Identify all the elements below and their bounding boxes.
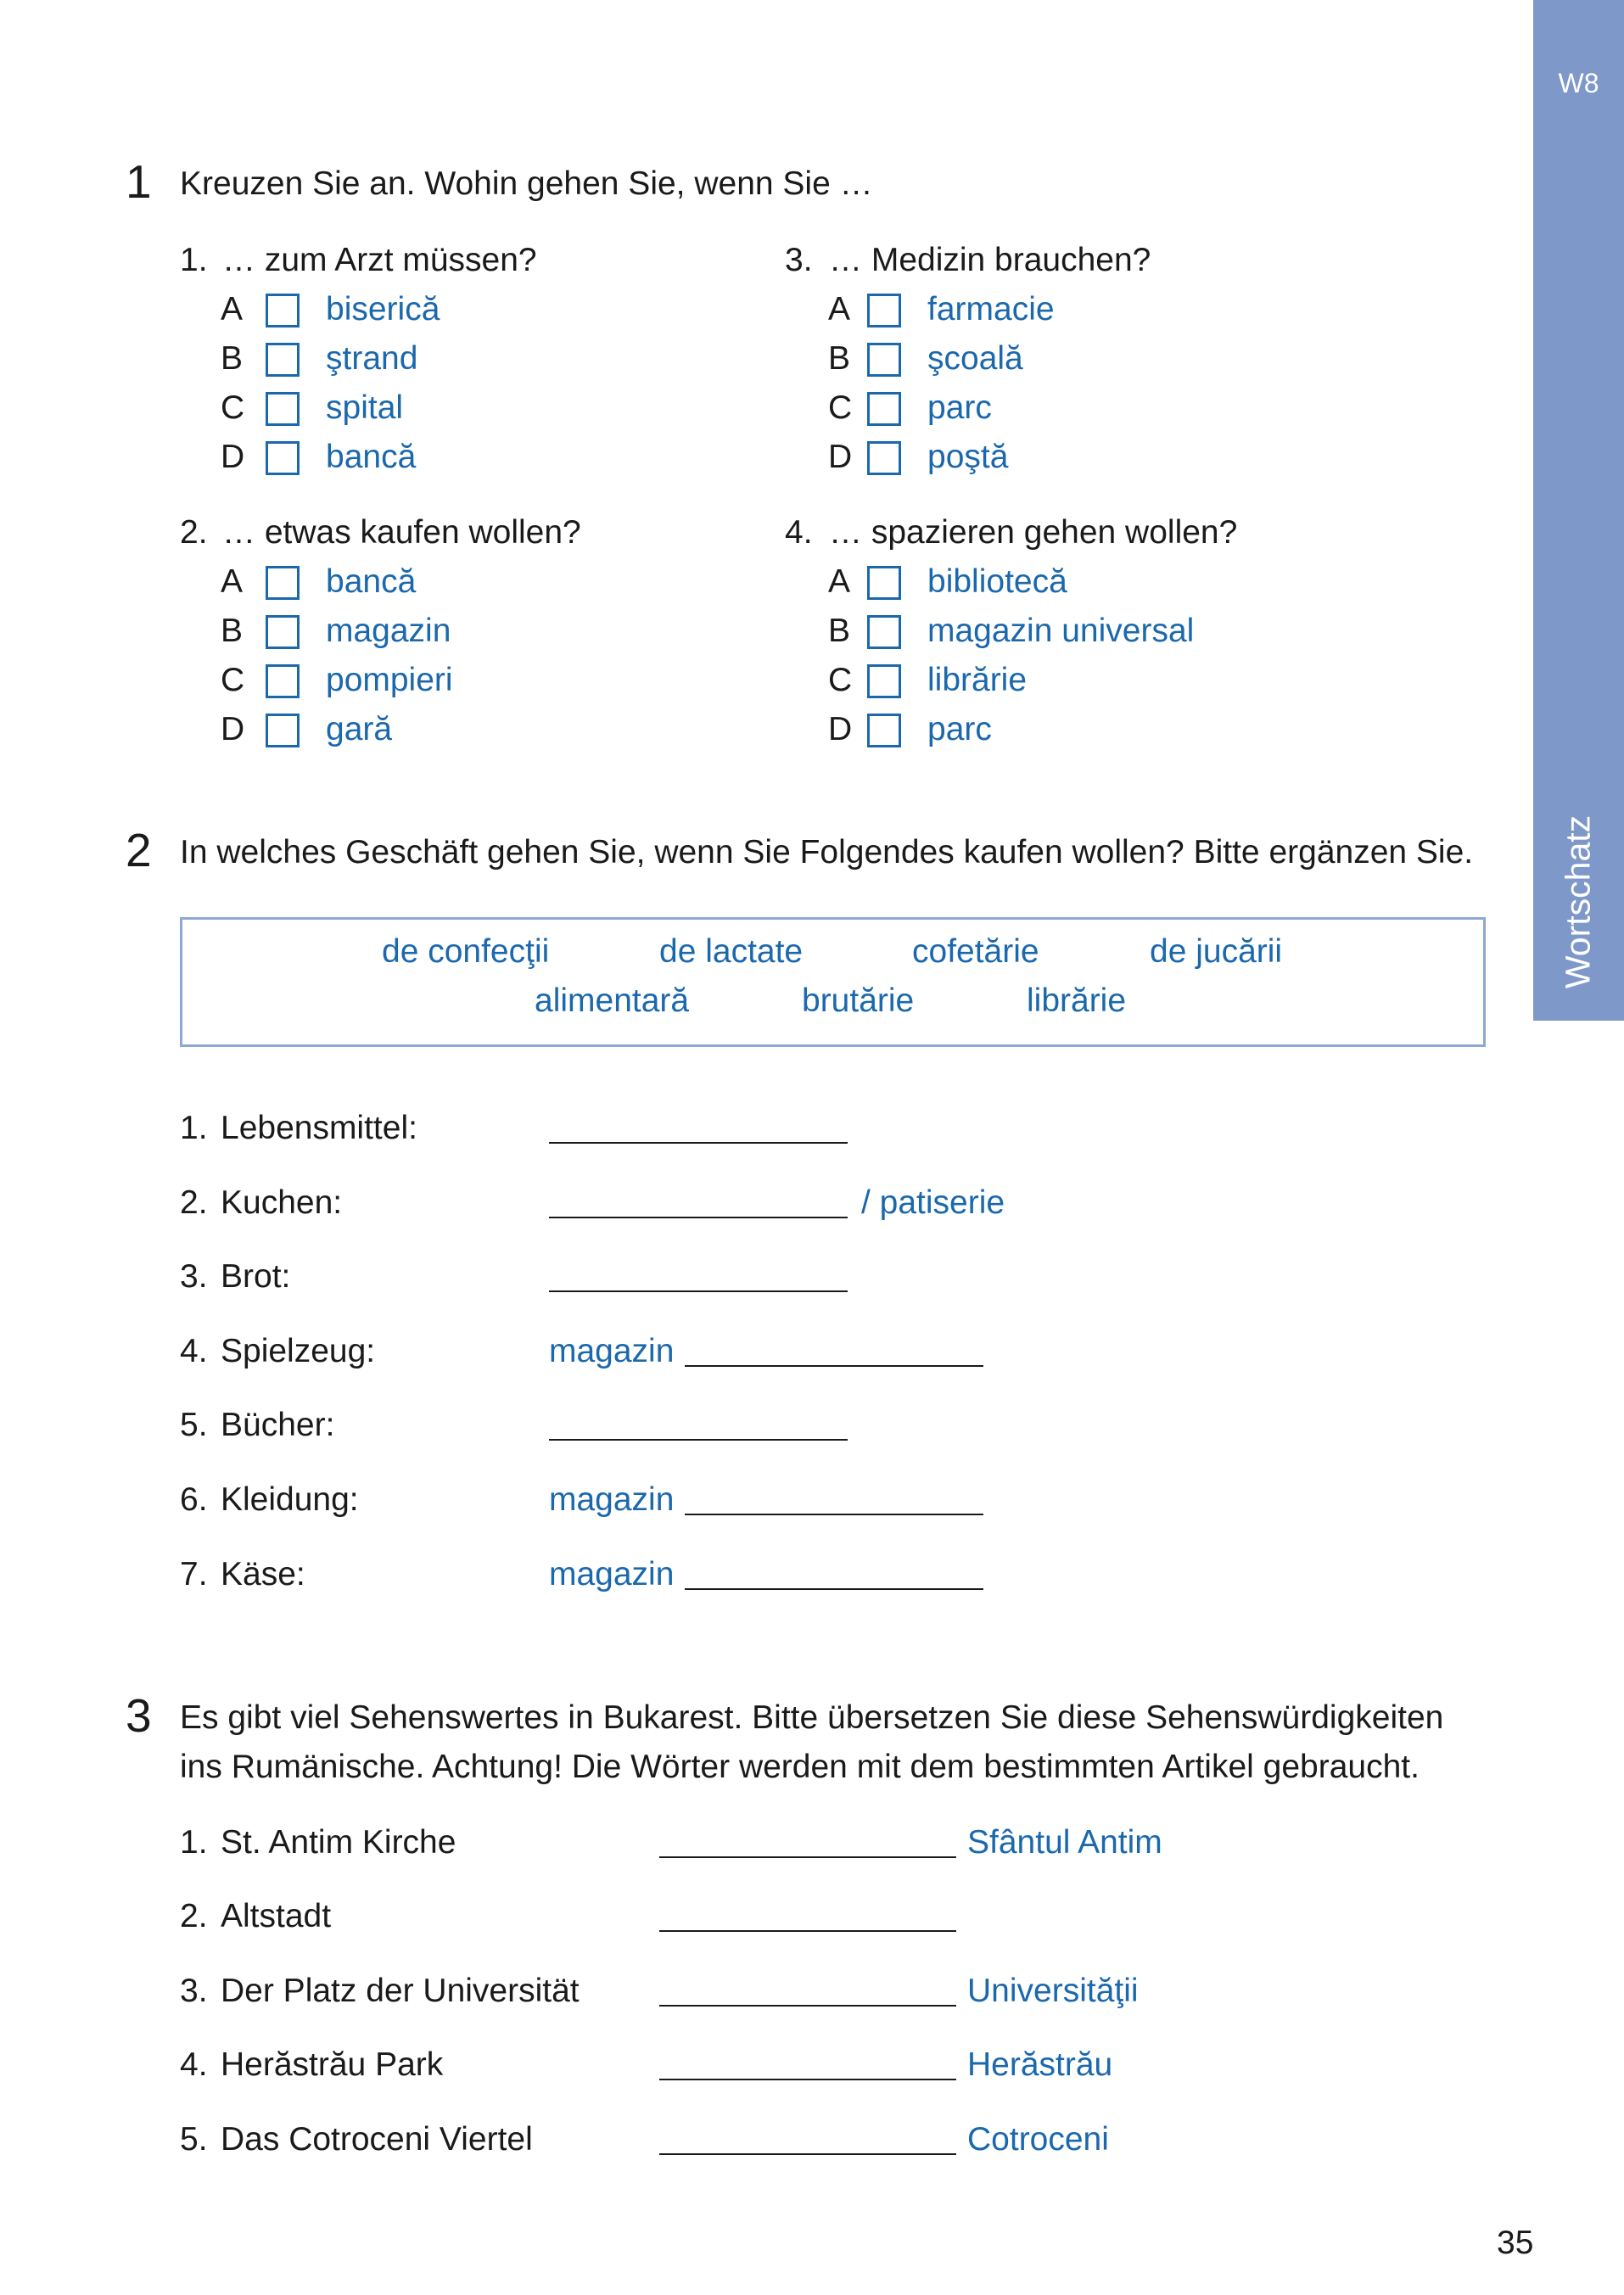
option-letter: C [221,662,245,698]
option-text: parc [927,389,992,426]
item-number: 2. [180,1184,208,1221]
answer-checkbox[interactable] [266,441,300,475]
answer-line[interactable] [685,1365,983,1367]
option-text: librărie [927,662,1028,698]
given-hint: Sfântul Antim [967,1824,1162,1861]
word-bank-item: librărie [1027,982,1127,1019]
question-number: 3. [785,242,813,278]
option-letter: A [828,563,851,600]
answer-checkbox[interactable] [266,392,300,426]
exercise-2-number: 2 [126,824,152,876]
answer-checkbox[interactable] [867,664,901,698]
option-text: bancă [326,439,417,475]
answer-checkbox[interactable] [266,566,300,600]
exercise-1-instruction: Kreuzen Sie an. Wohin gehen Sie, wenn Sie … [180,165,873,202]
word-bank-item: de jucării [1150,933,1283,970]
exercise-2-instruction: In welches Geschäft gehen Sie, wenn Sie Folgendes kaufen wollen? Bitte ergänzen Sie. [180,834,1474,870]
question-text: … etwas kaufen wollen? [222,514,581,551]
item-number: 3. [180,1973,208,2009]
question-text: … spazieren gehen wollen? [829,514,1238,551]
option-letter: C [828,389,853,426]
item-number: 2. [180,1898,208,1934]
option-text: gară [326,711,393,747]
answer-checkbox[interactable] [867,714,901,747]
item-label: Altstadt [221,1898,332,1934]
answer-line[interactable] [659,2005,956,2007]
answer-line[interactable] [685,1514,983,1515]
answer-line[interactable] [549,1217,848,1218]
answer-checkbox[interactable] [867,615,901,649]
option-letter: A [221,563,244,600]
word-bank-item: alimentară [535,982,690,1019]
option-letter: C [828,662,853,698]
answer-line[interactable] [549,1142,848,1144]
item-number: 5. [180,2121,208,2158]
answer-line[interactable] [549,1439,848,1441]
item-label: St. Antim Kirche [221,1824,456,1861]
option-text: pompieri [326,662,453,698]
given-prefix: magazin [549,1333,675,1369]
option-letter: D [828,439,853,475]
answer-checkbox[interactable] [867,392,901,426]
answer-line[interactable] [659,1856,956,1858]
option-text: biserică [326,291,440,327]
option-letter: D [221,439,245,475]
option-letter: D [828,711,853,747]
item-label: Herăstrău Park [221,2046,444,2083]
item-number: 1. [180,1110,208,1146]
option-text: poştă [927,439,1009,475]
item-label: Kuchen: [221,1184,343,1221]
given-hint: / patiserie [861,1184,1005,1221]
answer-checkbox[interactable] [266,615,300,649]
option-letter: B [221,613,244,649]
item-number: 4. [180,2046,208,2083]
option-text: şcoală [927,340,1023,377]
word-bank-item: brutărie [802,982,915,1019]
answer-line[interactable] [659,2079,956,2080]
exercise-3-number: 3 [126,1689,152,1742]
exercise-1-number: 1 [126,155,152,208]
answer-checkbox[interactable] [266,343,300,377]
item-number: 5. [180,1407,208,1443]
option-text: bibliotecă [927,563,1067,600]
section-label: Wortschatz [1558,814,1598,989]
option-text: magazin universal [927,613,1195,649]
answer-checkbox[interactable] [266,714,300,747]
item-number: 7. [180,1556,208,1593]
given-hint: Cotroceni [967,2121,1109,2158]
given-hint: Universităţii [967,1973,1139,2009]
question-number: 1. [180,242,208,278]
item-number: 3. [180,1258,208,1295]
item-label: Käse: [221,1556,305,1593]
option-text: parc [927,711,992,747]
answer-line[interactable] [659,2153,956,2155]
option-text: spital [326,389,404,426]
exercise-3-instruction: Es gibt viel Sehenswertes in Bukarest. Bitte übersetzen Sie diese Sehenswürdigkeiten [180,1699,1444,1736]
option-text: ştrand [326,340,418,377]
word-bank-item: cofetărie [912,933,1039,970]
item-label: Der Platz der Universität [221,1973,580,2009]
item-label: Bücher: [221,1407,335,1443]
question-text: … zum Arzt müssen? [222,242,537,278]
given-hint: Herăstrău [967,2046,1113,2083]
option-text: bancă [326,563,417,600]
option-letter: B [221,340,244,377]
option-letter: B [828,613,851,649]
item-number: 6. [180,1481,208,1518]
option-letter: A [221,291,244,327]
item-label: Das Cotroceni Viertel [221,2121,533,2158]
word-bank-item: de confecţii [382,933,550,970]
option-text: magazin [326,613,451,649]
item-number: 4. [180,1333,208,1369]
answer-checkbox[interactable] [867,343,901,377]
question-text: … Medizin brauchen? [829,242,1151,278]
answer-line[interactable] [549,1290,848,1292]
option-letter: B [828,340,851,377]
answer-checkbox[interactable] [867,566,901,600]
answer-checkbox[interactable] [867,294,901,327]
item-label: Spielzeug: [221,1333,376,1369]
answer-line[interactable] [659,1930,956,1932]
given-prefix: magazin [549,1556,675,1593]
option-text: farmacie [927,291,1055,327]
page-number: 35 [1497,2225,1534,2261]
item-label: Lebensmittel: [221,1110,417,1146]
word-bank-item: de lactate [659,933,804,970]
answer-line[interactable] [685,1588,983,1590]
section-code: W8 [1558,68,1599,98]
item-number: 1. [180,1824,208,1861]
item-label: Kleidung: [221,1481,359,1518]
question-number: 4. [785,514,813,551]
question-number: 2. [180,514,208,551]
given-prefix: magazin [549,1481,675,1518]
answer-checkbox[interactable] [867,441,901,475]
option-letter: A [828,291,851,327]
exercise-3-instruction: ins Rumänische. Achtung! Die Wörter werden mit dem bestimmten Artikel gebraucht. [180,1749,1420,1785]
option-letter: C [221,389,245,426]
item-label: Brot: [221,1258,291,1295]
answer-checkbox[interactable] [266,294,300,327]
answer-checkbox[interactable] [266,664,300,698]
option-letter: D [221,711,245,747]
